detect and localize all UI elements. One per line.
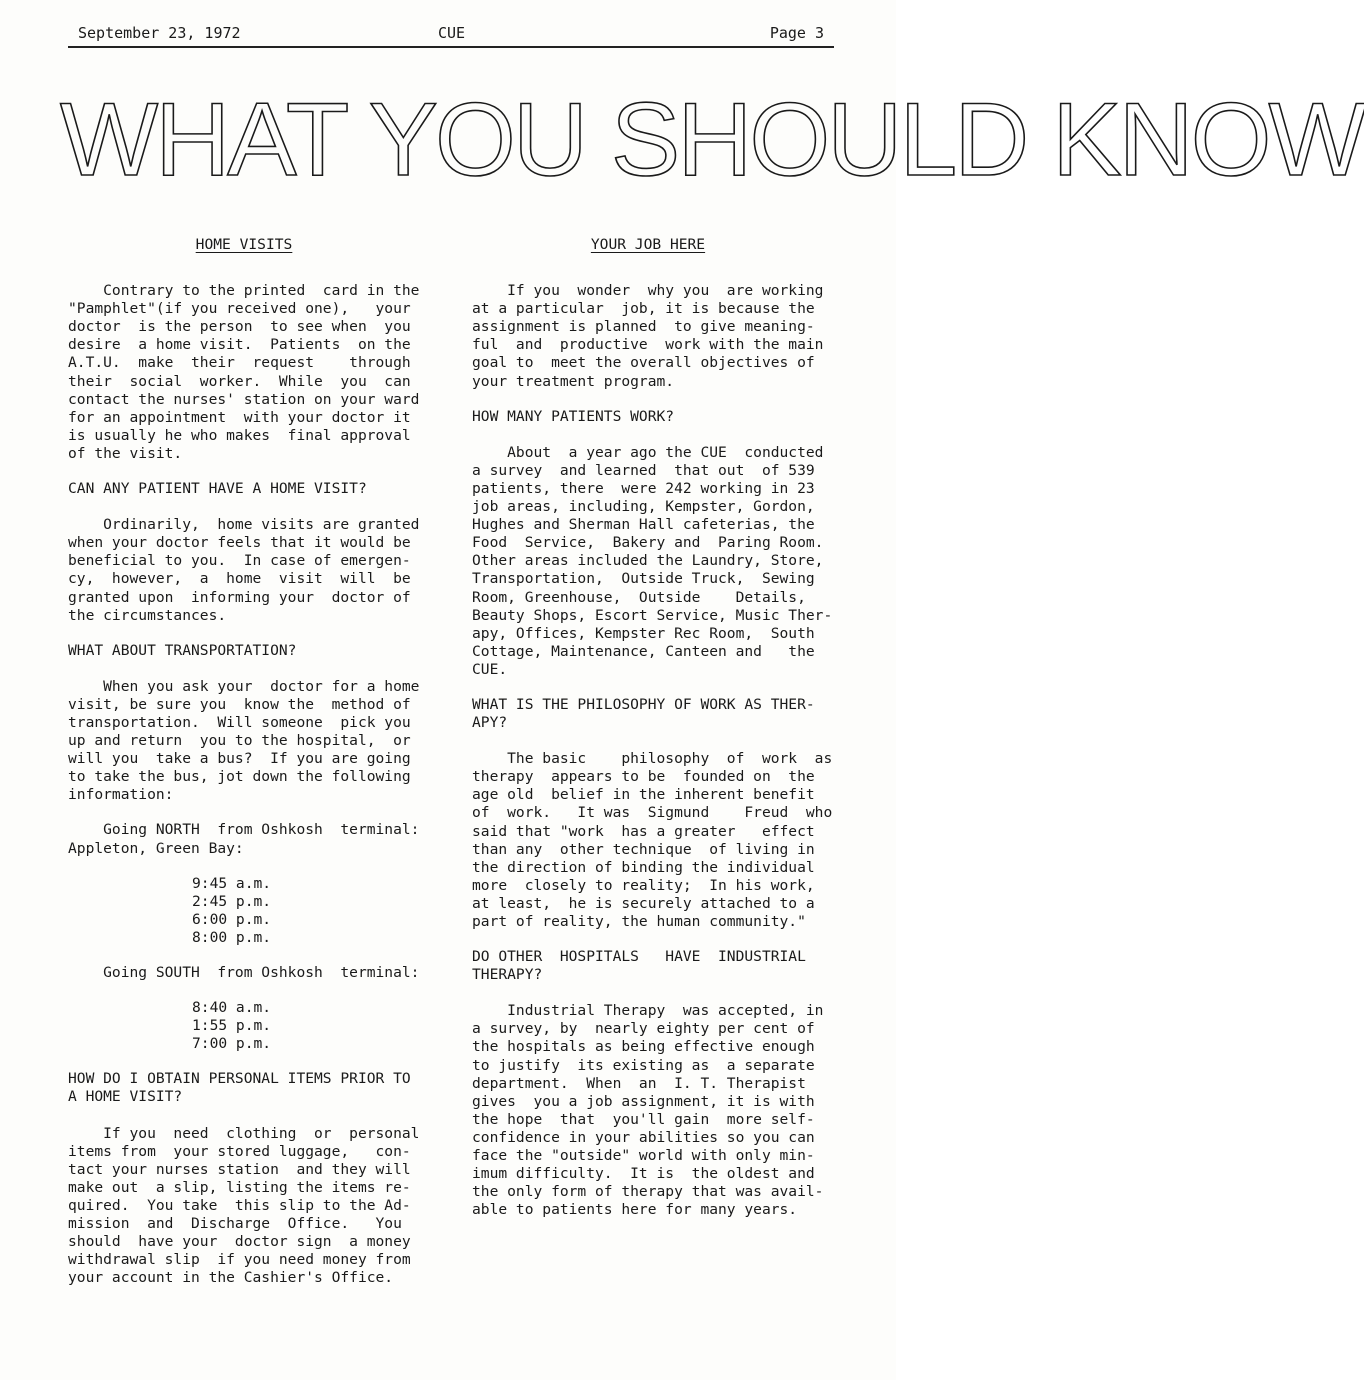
banner-title: WHAT YOU SHOULD KNOW: [60, 82, 1364, 198]
home-visits-column: [68, 236, 420, 1304]
your-job-column: [472, 236, 833, 1236]
north-bus-label: Going NORTH from Oshkosh terminal: Appleton, Green Bay:: [68, 821, 420, 857]
issue-date: September 23, 1972: [78, 24, 241, 42]
home-visits-heading: HOME VISITS: [195, 236, 293, 253]
publication-name: CUE: [438, 24, 466, 42]
question-patients-working: HOW MANY PATIENTS WORK?: [472, 407, 675, 425]
south-bus-label: Going SOUTH from Oshkosh terminal:: [68, 964, 420, 981]
your-job-heading: YOUR JOB HERE: [590, 236, 706, 253]
your-job-intro: If you wonder why you are working at a particular job, it is because the assignment is planned to give meaning- ful and productive work with the main goal to meet the overall objectives of your treatment program.: [472, 282, 824, 390]
question-home-visit-eligibility: CAN ANY PATIENT HAVE A HOME VISIT?: [68, 480, 367, 498]
answer-work-philosophy: The basic philosophy of work as therapy appears to be founded on the age old belief in the inherent benefit of work. It was Sigmund Freud who said that "work has a greater effect than any other technique of living in the direction of binding the individual more closely to reality; In his work, at least, he is securely attached to a part of reality, the human community.": [472, 750, 833, 930]
page-header: [68, 22, 834, 48]
answer-personal-items: If you need clothing or personal items from your stored luggage, con- tact your nurses station and they will make out a slip, listing the items re- quired. You take this slip to the Ad- mission and Discharge Office. You should have your doctor sign a money withdrawal slip if you need money from your account in the Cashier's Office.: [68, 1124, 420, 1287]
answer-patients-working: About a year ago the CUE conducted a survey and learned that out of 539 patients, there were 242 working in 23 job areas, including, Kempster, Gordon, Hughes and Sherman Hall cafeterias, the Food Service, Bakery and Paring Room. Other areas included the Laundry, Store, Transportation, Outside Truck, Sewing Room, Greenhouse, Outside Details, Beauty Shops, Escort Service, Music Ther- apy, Offices, Kempster Rec Room, South Cottage, Maintenance, Canteen and the CUE.: [472, 443, 833, 678]
answer-other-hospitals: Industrial Therapy was accepted, in a survey, by nearly eighty per cent of the hospitals as being effective enough to justify its existing as a separate department. When an I. T. Therapist gives you a job assignment, it is with the hope that you'll gain more self- confidence in your abilities so you can face the "outside" world with only min- imum difficulty. It is the oldest and the only form of therapy that was avail- able to patients here for many years.: [472, 1002, 824, 1219]
answer-transportation: When you ask your doctor for a home visit, be sure you know the method of transportation. Will someone pick you up and return you to the hospital, or will you take a bus? If you are going to take the bus, jot down the following information:: [68, 677, 420, 804]
column-heading: [472, 236, 824, 254]
question-other-hospitals: DO OTHER HOSPITALS HAVE INDUSTRIAL THERAPY?: [472, 948, 806, 984]
column-heading: [68, 236, 420, 254]
home-visits-intro: Contrary to the printed card in the "Pamphlet"(if you received one), your doctor is the person to see when you desire a home visit. Patients on the A.T.U. make their request through their social worker. While you can contact the nurses' station on your ward for an appointment with your doctor it is usually he who makes final approval of the visit.: [68, 282, 420, 462]
question-transportation: WHAT ABOUT TRANSPORTATION?: [68, 641, 297, 659]
question-personal-items: HOW DO I OBTAIN PERSONAL ITEMS PRIOR TO A HOME VISIT?: [68, 1070, 411, 1106]
south-bus-times: 8:40 a.m. 1:55 p.m. 7:00 p.m.: [192, 999, 272, 1053]
question-work-philosophy: WHAT IS THE PHILOSOPHY OF WORK AS THER- APY?: [472, 695, 815, 732]
north-bus-times: 9:45 a.m. 2:45 p.m. 6:00 p.m. 8:00 p.m.: [192, 874, 272, 946]
answer-home-visit-eligibility: Ordinarily, home visits are granted when your doctor feels that it would be beneficial to you. In case of emergen- cy, however, a home visit will be granted upon informing your doctor of the circumstances.: [68, 516, 420, 624]
page-number: Page 3: [769, 24, 824, 42]
